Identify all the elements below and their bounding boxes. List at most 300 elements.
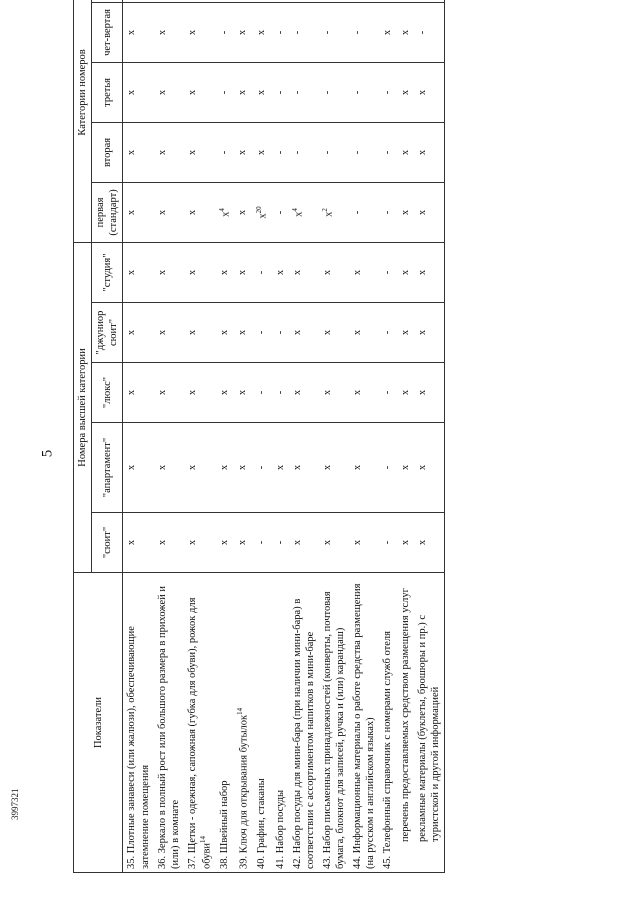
table-cell	[184, 2, 216, 62]
cell-value: x	[321, 389, 333, 396]
header-lux: "люкс"	[92, 363, 123, 423]
cell-value: x	[237, 389, 249, 396]
table-cell	[349, 363, 379, 423]
cell-value: x	[416, 389, 428, 396]
cell-value: x	[416, 464, 428, 471]
row-label-text: 41. Набор посуды	[274, 789, 286, 869]
cell-value: x	[321, 539, 333, 546]
cell-value: x	[416, 329, 428, 336]
cell-value: x	[399, 269, 411, 276]
cell-value: x	[126, 209, 138, 216]
cell-value: x	[156, 389, 168, 396]
table-cell	[272, 182, 289, 242]
cell-value: -	[321, 30, 333, 35]
table-row	[253, 0, 272, 873]
cell-value: -	[291, 30, 303, 35]
cell-value: x	[237, 89, 249, 96]
cell-value: x	[156, 89, 168, 96]
table-cell	[397, 182, 414, 242]
table-cell	[272, 513, 289, 573]
table-cell	[123, 363, 154, 423]
row-label-text: 36. Зеркало в полный рост или большого размера в прихожей и (или) в комнате	[156, 586, 181, 869]
cell-value: -	[382, 390, 394, 395]
cell-value: x	[186, 89, 198, 96]
footnote-ref: 4	[290, 208, 299, 212]
table-cell	[123, 182, 154, 242]
table-cell	[349, 62, 379, 122]
cell-value: x	[237, 539, 249, 546]
table-cell	[349, 423, 379, 513]
table-cell	[184, 423, 216, 513]
table-cell	[414, 363, 445, 423]
cell-value: x	[274, 269, 286, 276]
cell-value: x	[156, 29, 168, 36]
table-cell	[253, 62, 272, 122]
header-suite: "сюит"	[92, 513, 123, 573]
cell-value: -	[382, 150, 394, 155]
table-cell	[414, 122, 445, 182]
table-row	[123, 0, 154, 873]
table-cell	[319, 363, 349, 423]
table-cell	[184, 0, 216, 2]
row-label	[319, 573, 349, 873]
cell-value: -	[382, 465, 394, 470]
cell-value: x	[399, 29, 411, 36]
table-cell	[234, 513, 253, 573]
table-row	[184, 0, 216, 873]
table-cell	[253, 363, 272, 423]
cell-value: -	[416, 30, 428, 35]
cell-value: x	[399, 389, 411, 396]
table-cell	[349, 513, 379, 573]
table-cell	[379, 242, 396, 302]
cell-value: x	[220, 211, 232, 217]
cell-value: -	[352, 150, 364, 155]
cell-value: x	[237, 149, 249, 156]
cell-value: x	[274, 464, 286, 471]
row-label-text: 44. Информационные материалы о работе средства размещения (на русском и английском языках)	[352, 583, 377, 869]
table-cell	[319, 242, 349, 302]
table-cell	[397, 303, 414, 363]
cell-value: -	[382, 210, 394, 215]
cell-value: -	[255, 390, 267, 395]
cell-value: -	[382, 270, 394, 275]
row-label-text: 42. Набор посуды для мини-бара (при наличии мини-бара) в соответствии с ассортиментом напитков в мини-баре	[291, 598, 316, 869]
cell-value: -	[255, 465, 267, 470]
table-cell	[234, 242, 253, 302]
cell-value: x	[156, 209, 168, 216]
table-cell	[289, 2, 319, 62]
table-row	[289, 0, 319, 873]
table-cell	[349, 182, 379, 242]
cell-value: -	[274, 150, 286, 155]
row-label	[123, 573, 154, 873]
table-cell	[379, 303, 396, 363]
cell-value: x	[399, 209, 411, 216]
cell-value: -	[274, 330, 286, 335]
cell-value: x	[352, 539, 364, 546]
table-row	[414, 0, 445, 873]
table-cell	[319, 62, 349, 122]
cell-value: -	[291, 90, 303, 95]
table-cell	[414, 2, 445, 62]
row-label-text: рекламные материалы (буклеты, брошюры и пр.) с туристской и другой информацией	[416, 614, 441, 842]
footnote-ref: 14	[199, 835, 207, 843]
table-cell	[216, 363, 235, 423]
cell-value: x	[126, 149, 138, 156]
header-room-categories: Категории номеров	[74, 0, 92, 242]
cell-value: -	[274, 30, 286, 35]
footnote-ref: 4	[217, 208, 226, 212]
cell-value: x	[416, 209, 428, 216]
row-label-text: 38. Швейный набор	[218, 780, 230, 869]
cell-value: x	[255, 89, 267, 96]
cell-value: x	[321, 329, 333, 336]
cell-value: x	[126, 89, 138, 96]
cell-value: -	[352, 30, 364, 35]
header-fifth	[92, 0, 123, 2]
cell-value: x	[352, 329, 364, 336]
row-label-text: перечень предоставляемых средством размещения услуг	[399, 588, 411, 842]
table-cell	[289, 423, 319, 513]
cell-value: -	[382, 330, 394, 335]
page-number: 5	[39, 449, 56, 458]
cell-value: -	[291, 150, 303, 155]
cell-value: -	[255, 540, 267, 545]
table-cell	[349, 2, 379, 62]
table-cell	[272, 363, 289, 423]
table-cell	[154, 0, 184, 2]
table-cell	[319, 423, 349, 513]
cell-value: -	[218, 150, 230, 155]
table-cell	[319, 513, 349, 573]
row-label-text: 45. Телефонный справочник с номерами служб отеля	[382, 631, 394, 869]
cell-value: x	[291, 539, 303, 546]
table-cell	[397, 423, 414, 513]
table-cell	[272, 0, 289, 2]
cell-value: x	[399, 89, 411, 96]
table-cell	[289, 513, 319, 573]
row-label-text: 43. Набор письменных принадлежностей (конверты, почтовая бумага, блокнот для записей, ручка и (или) карандаш)	[321, 591, 346, 869]
table-cell	[379, 62, 396, 122]
row-label	[289, 573, 319, 873]
table-row	[349, 0, 379, 873]
table-cell	[379, 122, 396, 182]
table-cell	[234, 122, 253, 182]
table-cell	[319, 303, 349, 363]
table-cell	[123, 62, 154, 122]
cell-value: x	[293, 211, 305, 217]
cell-value: -	[274, 390, 286, 395]
cell-value: x	[218, 464, 230, 471]
table-cell	[123, 0, 154, 2]
table-cell	[154, 2, 184, 62]
cell-value: x	[321, 464, 333, 471]
table-row	[272, 0, 289, 873]
table-cell	[253, 122, 272, 182]
table-cell	[253, 0, 272, 2]
row-label-text: 35. Плотные занавеси (или жалюзи), обеспечивающие затемнение помещения	[126, 626, 151, 869]
cell-value: x	[218, 269, 230, 276]
table-cell	[253, 513, 272, 573]
header-higher-category: Номера высшей категории	[74, 242, 92, 572]
table-cell	[184, 62, 216, 122]
row-label-text: 40. Графин, стаканы	[255, 778, 267, 869]
cell-value: x	[255, 29, 267, 36]
table-cell	[154, 303, 184, 363]
row-label	[154, 573, 184, 873]
table-cell	[253, 242, 272, 302]
table-cell	[272, 122, 289, 182]
table-cell	[216, 303, 235, 363]
table-cell	[123, 303, 154, 363]
cell-value: x	[257, 213, 269, 219]
table-cell	[123, 513, 154, 573]
table-cell	[216, 182, 235, 242]
header-junior-suite: "джуниор сюит"	[92, 303, 123, 363]
footnote-ref: 20	[254, 206, 263, 214]
cell-value: x	[156, 149, 168, 156]
rotated-table-container	[73, 9, 573, 873]
table-cell	[154, 182, 184, 242]
table-cell	[184, 182, 216, 242]
cell-value: x	[156, 464, 168, 471]
footnote-ref: 2	[320, 208, 329, 212]
table-cell	[216, 242, 235, 302]
table-cell	[349, 122, 379, 182]
cell-value: x	[323, 211, 335, 217]
table-cell	[216, 62, 235, 122]
cell-value: x	[218, 329, 230, 336]
row-label-text: 39. Ключ для открывания бутылок	[238, 714, 250, 869]
cell-value: x	[156, 329, 168, 336]
cell-value: -	[274, 210, 286, 215]
cell-value: x	[237, 29, 249, 36]
cell-value: x	[399, 464, 411, 471]
cell-value: x	[352, 269, 364, 276]
cell-value: x	[186, 269, 198, 276]
cell-value: -	[321, 150, 333, 155]
cell-value: x	[186, 464, 198, 471]
header-apartment: "апартамент"	[92, 423, 123, 513]
table-cell	[379, 182, 396, 242]
table-cell	[216, 513, 235, 573]
cell-value: -	[321, 90, 333, 95]
cell-value: x	[186, 389, 198, 396]
table-cell	[234, 363, 253, 423]
table-cell	[123, 242, 154, 302]
cell-value: x	[156, 539, 168, 546]
cell-value: x	[382, 29, 394, 36]
cell-value: x	[291, 389, 303, 396]
row-label-text: 37. Щетки - одежная, сапожная (губка для обуви), рожок для обуви	[186, 597, 213, 869]
cell-value: x	[291, 464, 303, 471]
cell-value: -	[218, 30, 230, 35]
row-label	[272, 573, 289, 873]
table-cell	[289, 303, 319, 363]
cell-value: -	[255, 270, 267, 275]
table-cell	[216, 0, 235, 2]
header-fourth: чет-вертая	[92, 2, 123, 62]
table-cell	[253, 303, 272, 363]
cell-value: -	[218, 90, 230, 95]
header-studio: "студия"	[92, 242, 123, 302]
header-third: третья	[92, 62, 123, 122]
document-code: 3997321	[10, 788, 20, 820]
cell-value: x	[126, 269, 138, 276]
hotel-room-equipment-table	[73, 0, 445, 873]
table-cell	[289, 182, 319, 242]
table-row	[154, 0, 184, 873]
table-cell	[289, 122, 319, 182]
table-cell	[414, 303, 445, 363]
cell-value: x	[416, 89, 428, 96]
table-cell	[184, 122, 216, 182]
cell-value: x	[352, 389, 364, 396]
footnote-ref: 14	[236, 707, 245, 715]
cell-value: x	[126, 389, 138, 396]
cell-value: x	[321, 269, 333, 276]
table-cell	[154, 122, 184, 182]
table-cell	[319, 0, 349, 2]
table-cell	[123, 423, 154, 513]
table-cell	[379, 0, 396, 2]
table-cell	[234, 2, 253, 62]
table-cell	[154, 363, 184, 423]
cell-value: x	[156, 269, 168, 276]
table-cell	[184, 303, 216, 363]
cell-value: x	[186, 29, 198, 36]
table-cell	[414, 242, 445, 302]
table-cell	[379, 363, 396, 423]
table-cell	[272, 62, 289, 122]
table-cell	[379, 423, 396, 513]
table-cell	[154, 513, 184, 573]
header-second: вторая	[92, 122, 123, 182]
table-cell	[349, 303, 379, 363]
table-cell	[253, 2, 272, 62]
row-label	[397, 573, 414, 873]
table-cell	[234, 423, 253, 513]
row-label	[253, 573, 272, 873]
row-label	[234, 573, 253, 873]
table-cell	[154, 423, 184, 513]
table-cell	[216, 2, 235, 62]
table-cell	[184, 363, 216, 423]
cell-value: x	[352, 464, 364, 471]
cell-value: x	[399, 329, 411, 336]
table-cell	[289, 62, 319, 122]
row-label	[216, 573, 235, 873]
table-cell	[397, 0, 414, 2]
cell-value: x	[186, 209, 198, 216]
cell-value: x	[186, 329, 198, 336]
table-cell	[272, 423, 289, 513]
table-cell	[397, 2, 414, 62]
table-cell	[123, 2, 154, 62]
cell-value: x	[126, 329, 138, 336]
header-first: первая (стандарт)	[92, 182, 123, 242]
header-indicators: Показатели	[74, 573, 123, 873]
cell-value: -	[352, 90, 364, 95]
table-cell	[414, 182, 445, 242]
table-cell	[234, 0, 253, 2]
table-row	[379, 0, 396, 873]
table-cell	[234, 182, 253, 242]
table-cell	[397, 363, 414, 423]
table-cell	[397, 122, 414, 182]
cell-value: -	[274, 90, 286, 95]
table-cell	[414, 0, 445, 2]
table-cell	[272, 242, 289, 302]
table-cell	[234, 62, 253, 122]
table-cell	[319, 2, 349, 62]
table-cell	[349, 242, 379, 302]
table-cell	[397, 513, 414, 573]
table-cell	[253, 423, 272, 513]
table-cell	[253, 182, 272, 242]
row-label	[349, 573, 379, 873]
table-cell	[349, 0, 379, 2]
cell-value: x	[237, 329, 249, 336]
cell-value: x	[186, 149, 198, 156]
table-body	[123, 0, 445, 873]
table-cell	[397, 242, 414, 302]
cell-value: x	[126, 539, 138, 546]
cell-value: x	[399, 149, 411, 156]
table-cell	[234, 303, 253, 363]
cell-value: x	[416, 539, 428, 546]
table-cell	[123, 122, 154, 182]
cell-value: x	[237, 209, 249, 216]
table-cell	[379, 513, 396, 573]
table-cell	[414, 62, 445, 122]
row-label	[379, 573, 396, 873]
cell-value: x	[237, 269, 249, 276]
cell-value: x	[291, 269, 303, 276]
cell-value: x	[218, 389, 230, 396]
table-cell	[289, 0, 319, 2]
table-cell	[216, 423, 235, 513]
cell-value: x	[416, 269, 428, 276]
table-row	[216, 0, 235, 873]
cell-value: -	[382, 90, 394, 95]
table-cell	[272, 2, 289, 62]
cell-value: x	[126, 464, 138, 471]
table-row	[397, 0, 414, 873]
table-cell	[216, 122, 235, 182]
cell-value: x	[255, 149, 267, 156]
table-cell	[289, 363, 319, 423]
cell-value: -	[255, 330, 267, 335]
table-cell	[184, 242, 216, 302]
cell-value: -	[352, 210, 364, 215]
table-cell	[154, 62, 184, 122]
table-cell	[379, 2, 396, 62]
cell-value: x	[218, 539, 230, 546]
table-cell	[397, 62, 414, 122]
row-label	[184, 573, 216, 873]
table-cell	[319, 122, 349, 182]
cell-value: -	[382, 540, 394, 545]
table-cell	[184, 513, 216, 573]
cell-value: x	[126, 29, 138, 36]
table-cell	[154, 242, 184, 302]
table-cell	[414, 423, 445, 513]
cell-value: x	[237, 464, 249, 471]
row-label	[414, 573, 445, 873]
cell-value: x	[291, 329, 303, 336]
